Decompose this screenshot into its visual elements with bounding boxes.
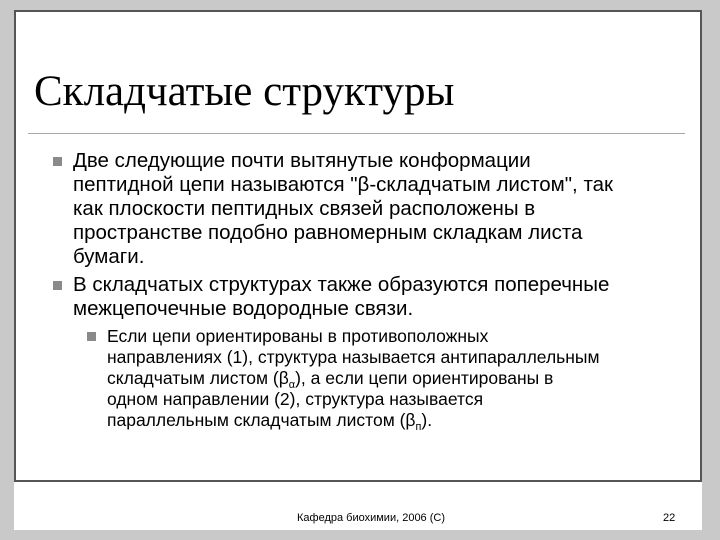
text-fragment: параллельным складчатым листом (β bbox=[107, 410, 416, 430]
bullet-1-line: пептидной цепи называются "β-складчатым листом", так bbox=[73, 173, 613, 196]
text-fragment: складчатым листом (β bbox=[107, 368, 289, 388]
bullet-text-1 bbox=[73, 149, 613, 269]
bullet-square-icon bbox=[53, 157, 62, 166]
sub-bullet-square-icon bbox=[87, 332, 96, 341]
title-divider bbox=[28, 133, 685, 134]
bullet-1-line: бумаги. bbox=[73, 245, 145, 268]
sub-bullet-line: Если цепи ориентированы в противоположных bbox=[107, 326, 489, 346]
text-fragment: ), а если цепи ориентированы в bbox=[295, 368, 554, 388]
sub-bullet-line bbox=[107, 410, 600, 431]
bullet-1-line: Две следующие почти вытянутые конформации bbox=[73, 149, 531, 172]
bullet-square-icon bbox=[53, 281, 62, 290]
bullet-2-line: В складчатых структурах также образуются поперечные bbox=[73, 273, 610, 296]
sub-bullet-line: направлениях (1), структура называется антипараллельным bbox=[107, 347, 600, 367]
bullet-2-line: межцепочечные водородные связи. bbox=[73, 297, 414, 320]
footer-caption: Кафедра биохимии, 2006 (C) bbox=[297, 512, 446, 524]
bullet-1-line: пространстве подобно равномерным складкам листа bbox=[73, 221, 583, 244]
subscript-alpha: α bbox=[288, 378, 296, 391]
sub-bullet-text bbox=[107, 326, 600, 431]
text-fragment: ). bbox=[421, 410, 433, 430]
subscript-p: п bbox=[415, 420, 422, 433]
bullet-1-line: как плоскости пептидных связей расположены в bbox=[73, 197, 536, 220]
slide-title: Складчатые структуры bbox=[34, 68, 455, 115]
page-number: 22 bbox=[663, 512, 676, 524]
sub-bullet-line: одном направлении (2), структура называется bbox=[107, 389, 484, 409]
sub-bullet-line bbox=[107, 368, 600, 389]
bullet-text-2 bbox=[73, 273, 609, 321]
